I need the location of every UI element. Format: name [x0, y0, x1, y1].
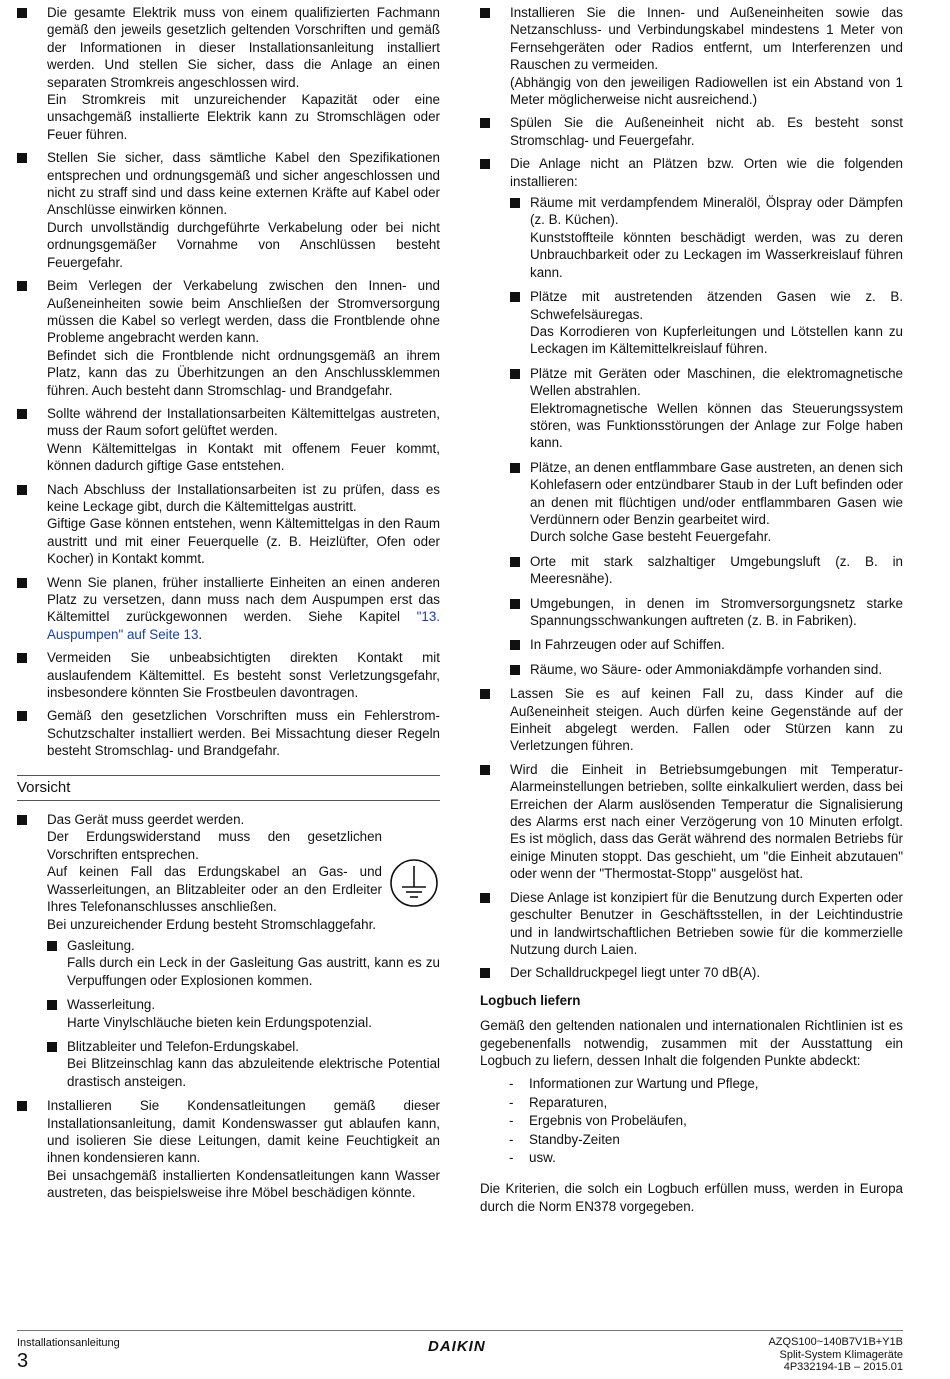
right-column: [480, 4, 903, 1221]
square-bullet-icon: [480, 689, 490, 699]
bullet-text: Stellen Sie sicher, dass sämtliche Kabel den Spezifikationen entsprechen und ordnungsgemäß und sicher angeschlossen und nicht zu straff sind und dass keine externen Kräfte auf Kabel oder Anschlüsse einwirken können.: [47, 150, 440, 218]
warning-list-after: [17, 649, 440, 759]
bullet-item: [480, 4, 903, 108]
bullet-text: Lassen Sie es auf keinen Fall zu, dass Kinder auf die Außeneinheit steigen. Auch dürfen keine Gegenstände auf der Einheit abgelegt werden. Fallen oder Stürzen kann zu Verletzungen führen.: [510, 686, 903, 754]
bullet-item: [17, 1097, 440, 1201]
list-item: - usw.: [480, 1149, 903, 1166]
daikin-logo: DAIKIN: [428, 1338, 486, 1355]
bullet-text: Bei unsachgemäß installierten Kondensatleitungen kann Wasser austreten, das beispielsweise ihre Möbel beschädigen könnte.: [47, 1167, 440, 1201]
bullet-text: Plätze, an denen entflammbare Gase austreten, an denen sich Kohlefasern oder entzündbarer Staub in der Luft befinden oder an denen mit flüchtigen und/oder entflammbaren Gasen wie Verdünnern oder Benzin gearbeitet wird.: [530, 459, 903, 527]
list-item: - Ergebnis von Probeläufen,: [480, 1112, 903, 1129]
bullet-text: In Fahrzeugen oder auf Schiffen.: [530, 637, 725, 653]
bullet-text: Beim Verlegen der Verkabelung zwischen den Innen- und Außeneinheiten sowie beim Anschließen der Stromversorgung müssen die Kabel so verlegt werden, dass die Frontblende ohne Probleme angebracht werden kann.: [47, 278, 440, 346]
bullet-text: Bei Blitzeinschlag kann das abzuleitende elektrische Potential drastisch ansteigen.: [67, 1056, 440, 1089]
footer-doc-type: Installationsanleitung: [17, 1337, 120, 1349]
earth-bullet: [17, 811, 440, 1090]
bullet-text: Installieren Sie Kondensatleitungen gemäß dieser Installationsanleitung, damit Kondenswasser gut ablaufen kann, und isolieren Sie diese Leitungen, damit keine Feuchtigkeit an ihnen kondensieren kann.: [47, 1098, 440, 1166]
bullet-text: Sollte während der Installationsarbeiten Kältemittelgas austreten, muss der Raum sofort gelüftet werden.: [47, 405, 440, 439]
bullet-item: [17, 277, 440, 399]
bullet-text: Wird die Einheit in Betriebsumgebungen mit Temperatur-Alarmeinstellungen betrieben, sollte einkalkuliert werden, dass bei Erreichen der Alarm auslösenden Temperatur die Signalisierung des Alarms erst nach einer Verzögerung von 10 Minuten erfolgt. Es ist möglich, dass das Gerät während des normalen Betriebs für einige Minuten stoppt. Das geschieht, um "die Einheit abzutauen" oder wenn der "Thermostat-Stopp" ausgelöst hat.: [510, 761, 903, 882]
left-column: [17, 4, 440, 1208]
sub-bullet-item: [510, 365, 903, 452]
product-name: Split-System Klimageräte: [779, 1348, 903, 1361]
bullet-item: [480, 685, 903, 755]
bullet-item: [480, 761, 903, 883]
square-bullet-icon: [510, 292, 520, 302]
bullet-text: Kunststoffteile könnten beschädigt werden, was zu deren Unbrauchbarkeit oder zu Leckagen im Wasserkreislauf führen kann.: [530, 229, 903, 280]
bullet-item: [17, 574, 440, 644]
bullet-text: Gasleitung.: [67, 937, 135, 953]
sub-bullet-item: [47, 937, 440, 989]
bullet-text: Blitzableiter und Telefon-Erdungskabel.: [67, 1038, 300, 1054]
footer-divider: [17, 1330, 903, 1331]
bullet-text: Plätze mit Geräten oder Maschinen, die elektromagnetische Wellen abstrahlen.: [530, 365, 903, 399]
bullet-text: Spülen Sie die Außeneinheit nicht ab. Es besteht sonst Stromschlag- und Feuergefahr.: [510, 115, 903, 148]
bullet-item: [17, 4, 440, 143]
model-number: AZQS100~140B7V1B+Y1B: [768, 1336, 903, 1348]
logbook-heading: Logbuch liefern: [480, 992, 581, 1008]
sub-bullet-item: [510, 595, 903, 630]
protective-earth-icon: [388, 857, 440, 909]
square-bullet-icon: [480, 968, 490, 978]
chapter-link[interactable]: "13. Auspumpen" auf Seite 13: [47, 609, 440, 642]
bullet-text: Diese Anlage ist konzipiert für die Benutzung durch Experten oder geschulter Benutzer in Geschäftsstellen, in der Leichtindustrie und in landwirtschaftlichen Betrieben sowie für die kommerzielle Nutzung durch Laien.: [510, 889, 903, 957]
square-bullet-icon: [17, 485, 27, 495]
section-title: Vorsicht: [17, 775, 440, 801]
square-bullet-icon: [510, 665, 520, 675]
square-bullet-icon: [510, 557, 520, 567]
bullet-text: Orte mit stark salzhaltiger Umgebungsluft (z. B. in Meeresnähe).: [530, 553, 903, 587]
bullet-text: Wenn Kältemittelgas in Kontakt mit offenem Feuer kommt, können dadurch giftige Gase entstehen.: [47, 440, 440, 474]
bullet-text: Elektromagnetische Wellen können das Steuerungssystem stören, was Funktionsstörungen der Anlage zur Folge haben kann.: [530, 400, 903, 451]
sub-bullet-item: [510, 553, 903, 588]
sub-bullet-item: [510, 636, 903, 653]
square-bullet-icon: [17, 578, 27, 588]
footer-info: [768, 1336, 903, 1374]
earth-sub-list: [47, 937, 440, 1090]
bullet-item: [17, 149, 440, 271]
square-bullet-icon: [17, 281, 27, 291]
square-bullet-icon: [510, 198, 520, 208]
sub-bullet-item: [510, 194, 903, 281]
bullet-text: Gemäß den gesetzlichen Vorschriften muss ein Fehlerstrom-Schutzschalter installiert werden. Bei Missachtung dieser Regeln besteht Stromschlag- und Brandgefahr.: [47, 708, 440, 759]
bullet-text: Befindet sich die Frontblende nicht ordnungsgemäß an ihrem Platz, kann das zu Überhitzungen an den Anschlussklemmen führen. Auch besteht dann Stromschlag- und Brandgefahr.: [47, 347, 440, 398]
logbook-list: [480, 1075, 903, 1166]
square-bullet-icon: [510, 369, 520, 379]
square-bullet-icon: [510, 463, 520, 473]
bullet-item: [480, 964, 903, 981]
document-id: 4P332194-1B – 2015.01: [783, 1361, 903, 1373]
square-bullet-icon: [17, 8, 27, 18]
bullet-text: Wenn Sie planen, früher installierte Einheiten an einen anderen Platz zu versetzen, dann muss nach dem Auspumpen erst das Kältemittel zurückgewonnen werden. Siehe Kapitel "13. Auspumpen" auf Seite 13.: [47, 574, 440, 642]
square-bullet-icon: [17, 815, 27, 825]
square-bullet-icon: [480, 159, 490, 169]
square-bullet-icon: [17, 653, 27, 663]
bullet-text: Harte Vinylschläuche bieten kein Erdungspotenzial.: [67, 1014, 372, 1030]
bullet-item: [17, 481, 440, 568]
warning-list-end: [17, 1097, 440, 1201]
square-bullet-icon: [480, 765, 490, 775]
bullet-text: Plätze mit austretenden ätzenden Gasen wie z. B. Schwefelsäuregas.: [530, 289, 903, 322]
bullet-text: Giftige Gase können entstehen, wenn Kältemittelgas in den Raum austritt und mit einer Feuerquelle (z. B. Heizlüfter, Ofen oder Kocher) in Kontakt kommt.: [47, 516, 440, 567]
list-item: - Informationen zur Wartung und Pflege,: [480, 1075, 903, 1092]
bullet-text: Räume mit verdampfendem Mineralöl, Ölspray oder Dämpfen (z. B. Küchen).: [530, 195, 903, 228]
square-bullet-icon: [17, 1101, 27, 1111]
sub-bullet-item: [47, 996, 440, 1031]
logbook-outro: Die Kriterien, die solch ein Logbuch erfüllen muss, werden in Europa durch die Norm EN378 vorgegeben.: [480, 1181, 903, 1214]
bullet-text: Installieren Sie die Innen- und Außeneinheiten sowie das Netzanschluss- und Verbindungskabel mindestens 1 Meter von Fernsehgeräten oder Radios entfernt, um Interferenzen und Rauschen zu vermeiden.: [510, 5, 903, 73]
square-bullet-icon: [17, 153, 27, 163]
list-item: - Reparaturen,: [480, 1094, 903, 1111]
sub-bullet-item: [510, 459, 903, 546]
bullet-text: Ein Stromkreis mit unzureichender Kapazität oder eine unsachgemäß installierte Elektrik kann zu Stromschlägen oder Feuer führen.: [47, 92, 440, 142]
square-bullet-icon: [480, 893, 490, 903]
sub-bullet-item: [47, 1038, 440, 1090]
square-bullet-icon: [47, 941, 57, 951]
square-bullet-icon: [510, 640, 520, 650]
bullet-text: Die gesamte Elektrik muss von einem qualifizierten Fachmann gemäß den jeweils gesetzlich geltenden Vorschriften und gemäß der Informationen in dieser Installationsanleitung installiert werden. Und stellen Sie sicher, dass die Anlage an einen separaten Stromkreis angeschlossen wird.: [47, 5, 440, 90]
bullet-text: Räume, wo Säure- oder Ammoniakdämpfe vorhanden sind.: [530, 661, 883, 677]
list-item: - Standby-Zeiten: [480, 1131, 903, 1148]
bullet-text: Falls durch ein Leck in der Gasleitung Gas austritt, kann es zu Verpuffungen oder Explosionen kommen.: [67, 955, 440, 988]
bullet-item: [480, 889, 903, 959]
bullet-text: Vermeiden Sie unbeabsichtigten direkten Kontakt mit auslaufendem Kältemittel. Es besteht sonst Verletzungsgefahr, insbesondere könnten Sie Frostbeulen davontragen.: [47, 650, 440, 701]
bullet-text: Durch unvollständig durchgeführte Verkabelung oder bei nicht ordnungsgemäßer Vornahme von Anschlüssen besteht Feuergefahr.: [47, 219, 440, 270]
warning-list-after: [480, 685, 903, 982]
square-bullet-icon: [17, 409, 27, 419]
logbook-intro: Gemäß den geltenden nationalen und internationalen Richtlinien ist es gegebenenfalls notwendig, zusammen mit der Ausstattung ein Logbuch zu liefern, dessen Inhalt die folgenden Punkte abdeckt:: [480, 1018, 903, 1068]
square-bullet-icon: [480, 8, 490, 18]
places-sub-list: [510, 194, 903, 678]
bullet-text: Das Korrodieren von Kupferleitungen und Lötstellen kann zu Leckagen im Kältemittelkreislauf führen.: [530, 323, 903, 357]
warning-list-top: [480, 4, 903, 149]
square-bullet-icon: [17, 711, 27, 721]
square-bullet-icon: [47, 1042, 57, 1052]
bullet-text: Nach Abschluss der Installationsarbeiten ist zu prüfen, dass es keine Leckage gibt, durch die Kältemittelgas austritt.: [47, 481, 440, 514]
square-bullet-icon: [47, 1000, 57, 1010]
warning-list-top: [17, 4, 440, 568]
sub-bullet-item: [510, 288, 903, 358]
bullet-item: Die Anlage nicht an Plätzen bzw. Orten wie die folgenden installieren: Räume mit verdampfendem Mineralöl, Ölspray oder Dämpfen (z. B. Küchen). Kunststoffteile könnten beschädigt werden, was zu deren Unbrauchbarkeit oder zu Leckagen im Wasserkreislauf führen kann. Plätze mit austretenden ätzenden Gasen wie z. B. Schwefelsäuregas. Das Korrodieren von Kupferleitungen und Lötstellen kann zu Leckagen im Kältemittelkreislauf führen. Plätze mit Geräten oder Maschinen, die elektromagnetische Wellen abstrahlen. Elektromagnetische Wellen können das Steuerungssystem stören, was Funktionsstörungen der Anlage zur Folge haben kann. Plätze, an denen entflammbare Gase austreten, an denen sich Kohlefasern oder entzündbarer Staub in der Luft befinden oder an denen mit flüchtigen und/oder entflammbaren Gasen wie Verdünnern oder Benzin gearbeitet wird. Durch solche Gase besteht Feuergefahr. Orte mit stark salzhaltiger Umgebungsluft (z. B. in Meeresnähe). Umgebungen, in denen im Stromversorgungsnetz starke Spannungsschwankungen auftreten (z. B. in Fabriken). In Fahrzeugen oder auf Schiffen. Räume, wo Säure- oder Ammoniakdämpfe vorhanden sind.: [480, 155, 903, 678]
bullet-text: Der Schalldruckpegel liegt unter 70 dB(A).: [510, 965, 761, 981]
page-number: 3: [17, 1350, 29, 1372]
bullet-text: Durch solche Gase besteht Feuergefahr.: [530, 529, 772, 545]
earth-text: Das Gerät muss geerdet werden. Der Erdungswiderstand muss den gesetzlichen Vorschriften entsprechen. Auf keinen Fall das Erdungskabel an Gas- und Wasserleitungen, an Blitzableiter oder an den Erdleiter Ihres Telefonanschlusses anschließen. Bei unzureichender Erdung besteht Stromschlaggefahr.: [47, 812, 382, 932]
sub-bullet-item: [510, 661, 903, 678]
bullet-item: [480, 114, 903, 149]
bullet-text: (Abhängig von den jeweiligen Radiowellen ist ein Abstand von 1 Meter möglicherweise nicht ausreichend.): [510, 74, 903, 108]
bullet-text: Wasserleitung.: [67, 997, 156, 1013]
bullet-item: [17, 649, 440, 701]
bullet-item: [17, 707, 440, 759]
bullet-item: [17, 405, 440, 475]
square-bullet-icon: [510, 599, 520, 609]
bullet-text: Umgebungen, in denen im Stromversorgungsnetz starke Spannungsschwankungen auftreten (z. B. in Fabriken).: [530, 595, 903, 628]
square-bullet-icon: [480, 118, 490, 128]
